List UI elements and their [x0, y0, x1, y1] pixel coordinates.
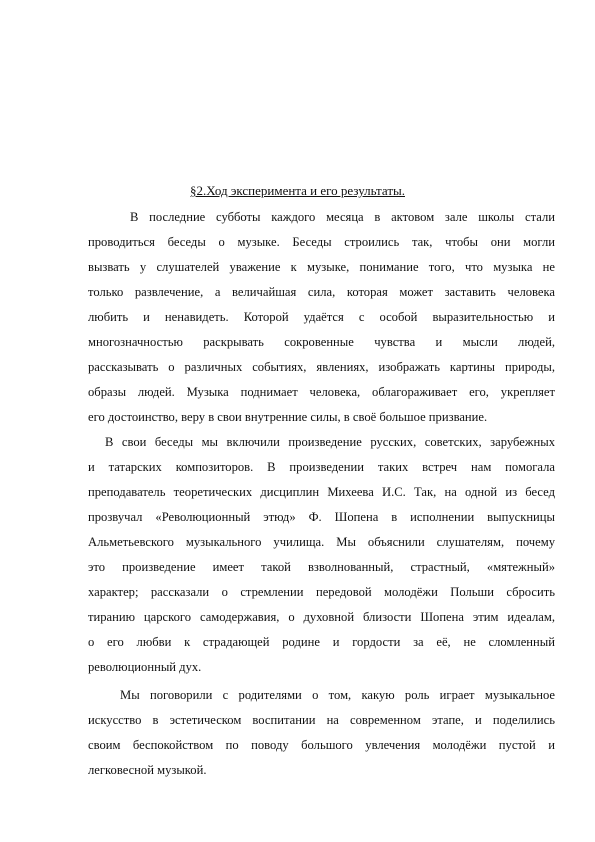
- paragraph-1-line-2: проводиться беседы о музыке. Беседы строились так, чтобы они могли: [88, 235, 555, 249]
- section-heading: §2.Ход эксперимента и его результаты.: [190, 183, 405, 198]
- paragraph-2-line-1: В свои беседы мы включили произведение русских, советских, зарубежных: [105, 435, 555, 449]
- paragraph-1-line-8: образы людей. Музыка поднимает человека, облагораживает его, укрепляет: [88, 385, 555, 399]
- paragraph-2-line-2: и татарских композиторов. В произведении таких встреч нам помогала: [88, 460, 555, 474]
- paragraph-2-line-8: тиранию царского самодержавия, о духовной близости Шопена этим идеалам,: [88, 610, 555, 624]
- paragraph-3-line-3: своим беспокойством по поводу большого увлечения молодёжи пустой и: [88, 738, 555, 752]
- paragraph-1-line-5: любить и ненавидеть. Которой удаётся с особой выразительностью и: [88, 310, 555, 324]
- paragraph-2-line-9: о его любви к страдающей родине и гордости за её, не сломленный: [88, 635, 555, 649]
- paragraph-2-line-4: прозвучал «Революционный этюд» Ф. Шопена в исполнении выпускницы: [88, 510, 555, 524]
- paragraph-1-line-6: многозначностью раскрывать сокровенные чувства и мысли людей,: [88, 335, 555, 349]
- paragraph-1-line-4: только развлечение, а величайшая сила, которая может заставить человека: [88, 285, 555, 299]
- paragraph-2-line-10: революционный дух.: [88, 660, 202, 674]
- paragraph-3-line-2: искусство в эстетическом воспитании на современном этапе, и поделились: [88, 713, 555, 727]
- paragraph-2-line-5: Альметьевского музыкального училища. Мы объяснили слушателям, почему: [88, 535, 555, 549]
- paragraph-1-line-7: рассказывать о различных событиях, явлениях, изображать картины природы,: [88, 360, 555, 374]
- paragraph-3-line-1: Мы поговорили с родителями о том, какую роль играет музыкальное: [120, 688, 555, 702]
- paragraph-3-line-4: легковесной музыкой.: [88, 763, 207, 777]
- paragraph-1-line-1: В последние субботы каждого месяца в актовом зале школы стали: [130, 210, 555, 224]
- paragraph-1-line-9: его достоинство, веру в свои внутренние силы, в своё большое призвание.: [88, 410, 488, 424]
- paragraph-1-line-3: вызвать у слушателей уважение к музыке, понимание того, что музыка не: [88, 260, 555, 274]
- paragraph-2-line-3: преподаватель теоретических дисциплин Михеева И.С. Так, на одной из бесед: [88, 485, 555, 499]
- paragraph-2-line-7: характер; рассказали о стремлении передовой молодёжи Польши сбросить: [88, 585, 555, 599]
- paragraph-2-line-6: это произведение имеет такой взволнованный, страстный, «мятежный»: [88, 560, 555, 574]
